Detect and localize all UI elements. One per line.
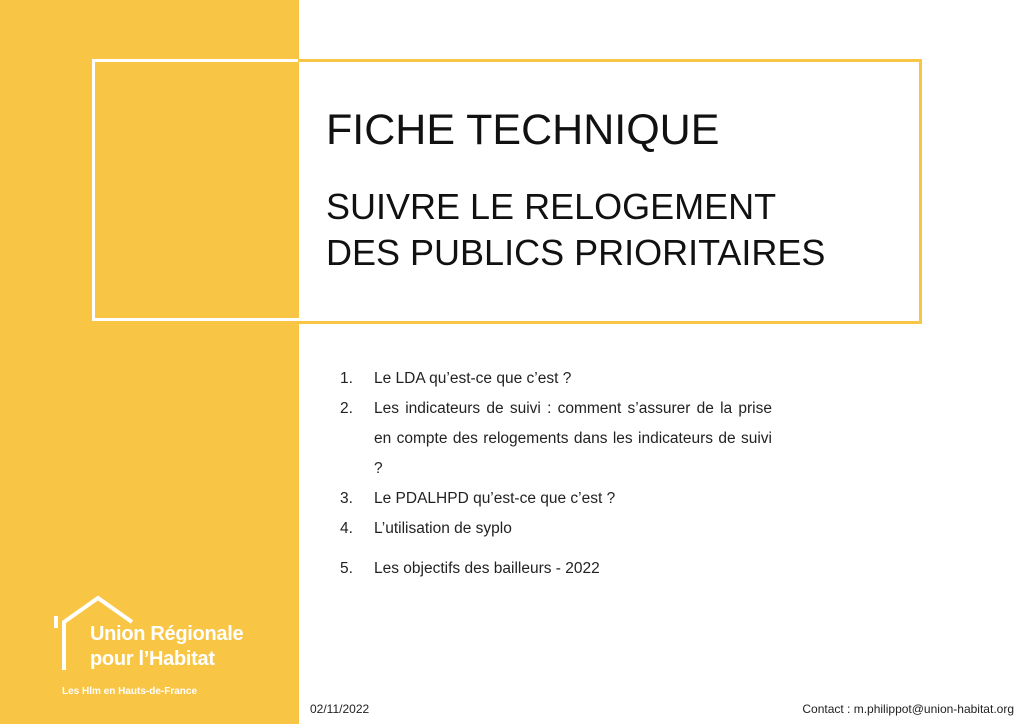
document-title — [326, 184, 825, 276]
logo-tagline: Les Hlm en Hauts-de-France — [62, 686, 198, 697]
toc-text: L’utilisation de syplo — [374, 520, 512, 537]
union-regionale-logo — [52, 592, 262, 702]
logo-text-line-2: pour l’Habitat — [90, 648, 215, 670]
toc-item — [340, 514, 772, 544]
toc-item — [340, 554, 772, 584]
toc-item — [340, 394, 772, 484]
toc-item — [340, 364, 772, 394]
table-of-contents — [340, 364, 772, 584]
contact-info: Contact : m.philippot@union-habitat.org — [802, 702, 1014, 716]
toc-number: 1. — [340, 370, 353, 387]
toc-text: Les objectifs des bailleurs - 2022 — [374, 560, 600, 577]
toc-number: 5. — [340, 560, 353, 577]
toc-text: Le LDA qu’est-ce que c’est ? — [374, 370, 572, 387]
title-line-1: SUIVRE LE RELOGEMENT — [326, 186, 777, 227]
toc-number: 4. — [340, 520, 353, 537]
document-type: FICHE TECHNIQUE — [326, 106, 720, 154]
toc-number: 3. — [340, 490, 353, 507]
toc-number: 2. — [340, 400, 353, 417]
document-date: 02/11/2022 — [310, 702, 370, 716]
logo-text-line-1: Union Régionale — [90, 623, 244, 645]
toc-text: Les indicateurs de suivi : comment s’assurer de la prise en compte des relogements dans les indicateurs de suivi ? — [374, 400, 772, 477]
title-line-2: DES PUBLICS PRIORITAIRES — [326, 232, 826, 273]
toc-item — [340, 484, 772, 514]
toc-text: Le PDALHPD qu’est-ce que c’est ? — [374, 490, 616, 507]
